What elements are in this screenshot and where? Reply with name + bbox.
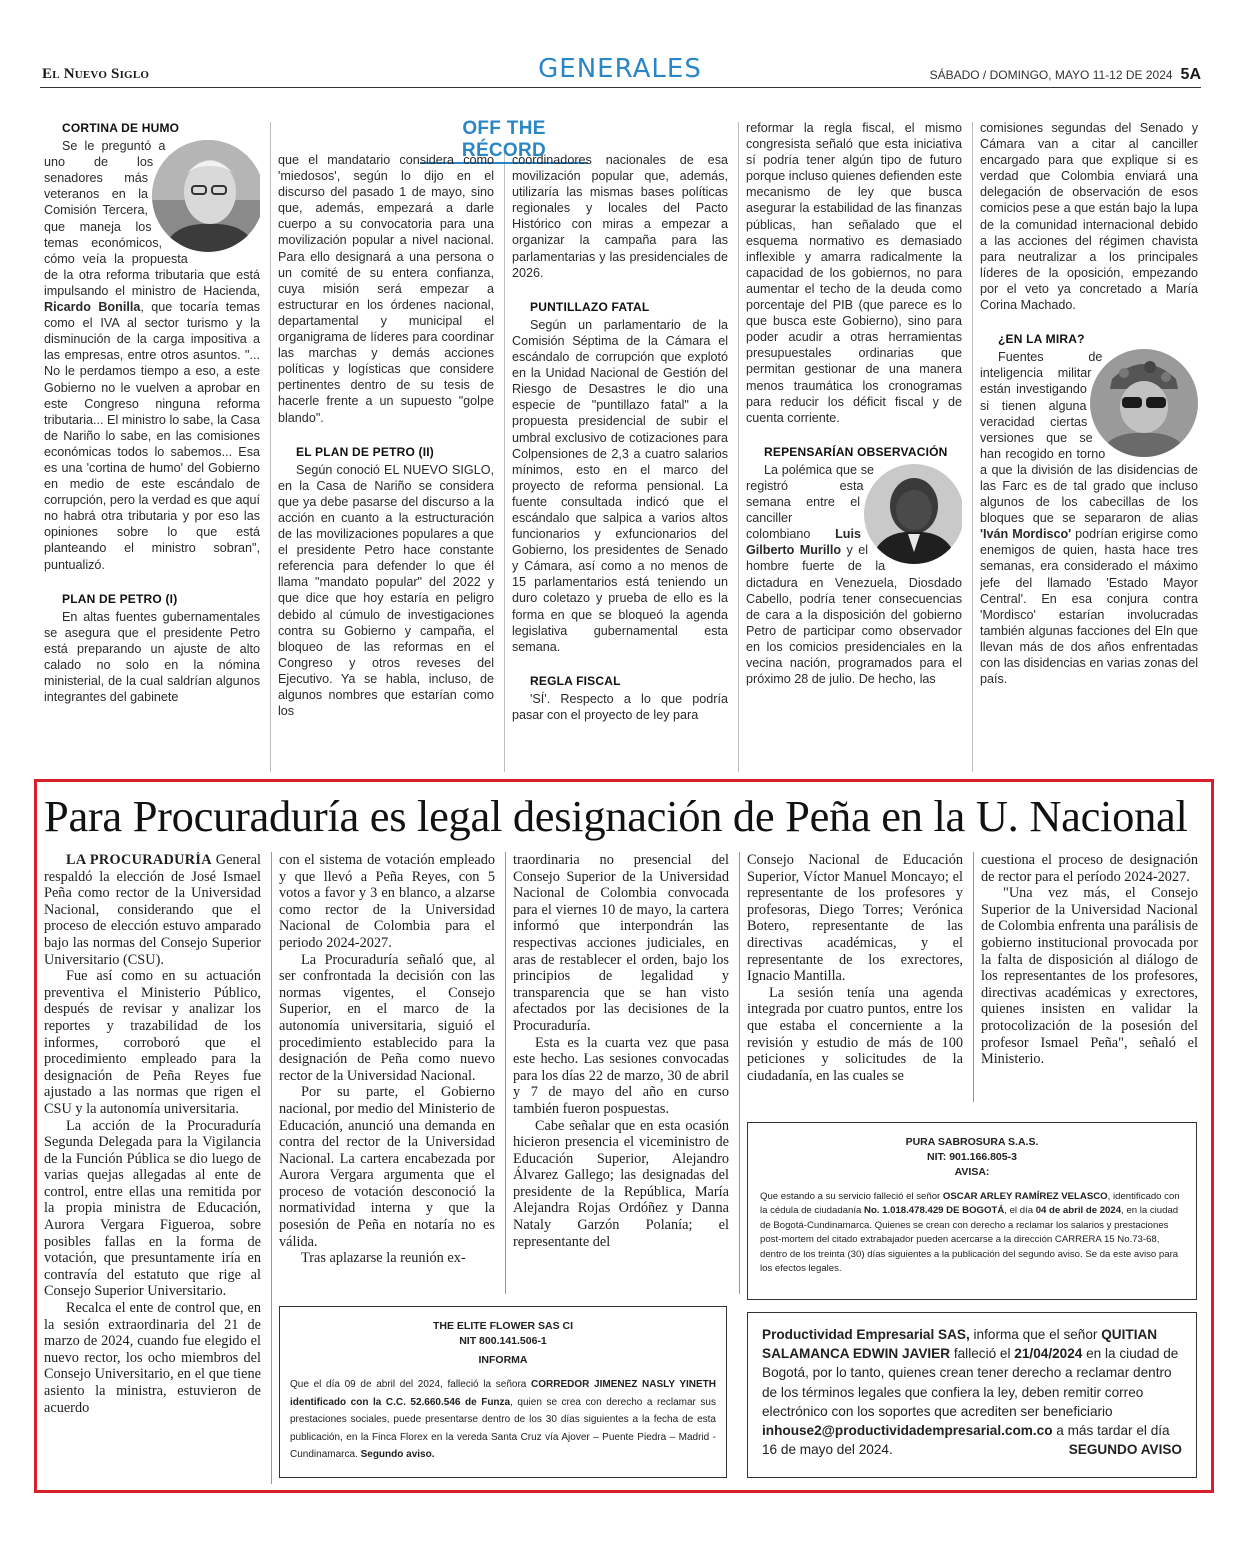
portrait-icon (1090, 349, 1198, 457)
paragraph: Tras aplazarse la reunión ex- (301, 1250, 466, 1267)
paragraph: Según conoció EL NUEVO SIGLO, en la Casa de Nariño se considera que ya debe pasarse del discurso a la acción en cuanto a la estructuración de las movilizaciones populares a que el presidente Petro hace constante referencia para defender lo que él llama "mandato popular" del 2022 y que dice que hoy estaría en peligro debido al cúmulo de investigaciones contra su Gobierno y campaña, el bloqueo de las reformas en el Congreso y otros reveses del Ejecutivo. Ya se habla, incluso, de algunos nombres que estarían como los (278, 462, 494, 719)
issue-date: SÁBADO / DOMINGO, MAYO 11-12 DE 2024 (929, 68, 1173, 82)
notice-body: Que el día 09 de abril del 2024, falleció la señora CORREDOR JIMENEZ NASLY YINETH identificado con la C.C. 52.660.546 de Funza, quien se crea con derecho a reclamar sus prestaciones sociales, puede presentarse dentro de los 30 días siguientes a la fecha de esta publicación, en la Finca Florex en la vereda Santa Cruz vía Ajover – Puente Piedra – Madrid - Cundinamarca. Segundo aviso. (290, 1379, 716, 1461)
notice-body: Productividad Empresarial SAS, informa que el señor QUITIAN SALAMANCA EDWIN JAVIER falleció el 21/04/2024 en la ciudad de Bogotá, por lo tanto, quienes crean tener derecho a reclamar dentro de los términos legales que confiera la ley, deben remitir correo electrónico con los soportes que acrediten ser beneficiario inhouse2@productividadempresarial.com.co a más tardar el día 16 de mayo del 2024. SEGUNDO AVISO (762, 1325, 1182, 1459)
kicker-cortina: CORTINA DE HUMO (62, 121, 180, 135)
paragraph: Consejo Nacional de Educación Superior, Víctor Manuel Moncayo; el representante de los profesores y profesoras, Diego Torres; Verónica Botero, representante de las directivas académicas, y el representante de los exrectores, Ignacio Mantilla. (747, 852, 963, 985)
paragraph: traordinaria no presencial del Consejo Superior de la Universidad Nacional de Colombia convocada para el viernes 10 de mayo, la cartera informó que interpondrán las respectivas acciones judiciales, en aras de restablecer el orden, bajo los principios de legalidad y transparencia que se han visto afectados por las decisiones de la Procuraduría. (513, 852, 729, 1034)
paragraph: Según un parlamentario de la Comisión Séptima de la Cámara el escándalo de corrupción que explotó en la Unidad Nacional de Gestión del Riesgo de Desastres le dio una especie de "puntillazo fatal" a la propuesta presidencial de subir el umbral exclusivo de cotizaciones para Colpensiones de 2,3 a cuatro salarios mínimos, esto en el marco del proyecto de reforma pensional. La fuente consultada indicó que el escándalo que salpica a varios altos funcionarios y exfuncionarios del Gobierno, los presidentes de Senado y Cámara, así como a no menos de 15 parlamentarios está teniendo un duro coletazo y prueba de ello es la forma en que se bloqueó la agenda legislativa gubernamental esta semana. (512, 317, 728, 654)
paragraph: Cabe señalar que en esta ocasión hicieron presencia el viceministro de Educación Superior, Alejandro Álvarez Gallego; las designadas del presidente de la República, María Alejandra Rojas Ordóñez y Danna Nataly Garzón Polanía; el representante del (513, 1117, 729, 1250)
column-divider (271, 852, 272, 1484)
column-3 (512, 152, 728, 772)
kicker-regla-fiscal: REGLA FISCAL (530, 673, 621, 688)
paragraph: Recalca el ente de control que, en la sesión extraordinaria del 21 de marzo de 2024, cuando fue elegido el nuevo rector, los ocho miembros del Consejo Universitario, en el que tiene asiento la ministra, estuvieron de acuerdo (44, 1300, 261, 1416)
portrait-photo (864, 464, 962, 564)
paragraph: Fue así como en su actuación preventiva el Ministerio Público, después de revisar y analizar los reportes y trazabilidad de los informes, corroboró que el procedimiento empleado para la designación de Peña Reyes fue ajustado a las normas que rigen el CSU y la autonomía universitaria. (44, 968, 261, 1117)
paragraph: coordinadores nacionales de esa movilización popular que, además, utilizaría las mismas bases políticas regionales y locales del Pacto Histórico con miras a empezar a organizar la campaña para las parlamentarias y las presidenciales de 2026. (512, 153, 728, 280)
notice-segundo-aviso: SEGUNDO AVISO (1068, 1442, 1182, 1458)
article-column-5 (981, 852, 1198, 1102)
column-divider (738, 122, 739, 772)
notice-nit: NIT 800.141.506-1 (459, 1335, 547, 1347)
column-divider (505, 852, 506, 1294)
notice-heading: AVISA: (954, 1166, 990, 1178)
notice-elite-flower (279, 1306, 727, 1478)
notice-pura-sabrosura (747, 1122, 1197, 1300)
article-column-2 (279, 852, 495, 1292)
article-column-3 (513, 852, 729, 1292)
article-lead: LA PROCURADURÍA (66, 852, 212, 868)
column-5 (980, 120, 1198, 772)
article-column-1 (44, 852, 261, 1484)
header-rule (40, 87, 1201, 88)
kicker-puntillazo: PUNTILLAZO FATAL (530, 299, 650, 314)
article-column-4 (747, 852, 963, 1102)
kicker-repensarian: REPENSARÍAN OBSERVACIÓN (764, 444, 948, 459)
off-the-record-title: OFF THE RÉCORD (420, 118, 588, 164)
section-title: GENERALES (538, 54, 702, 84)
paragraph: LA PROCURADURÍA General respaldó la elección de José Ismael Peña como rector de la Universidad Nacional, considerando que el proceso de elección estuvo amparado bajo las normas del Consejo Superior Universitario (CSU). (44, 852, 261, 968)
paragraph: con el sistema de votación empleado y que llevó a Peña Reyes, con 5 votos a favor y 3 en blanco, a alzarse como rector de la Universidad Nacional de Colombia para el periodo 2024-2027. (279, 852, 495, 951)
notice-company: THE ELITE FLOWER SAS CI (432, 1320, 573, 1332)
paragraph: Por su parte, el Gobierno nacional, por medio del Ministerio de Educación, anunció una demanda en contra del rector de la Universidad Nacional. La cartera encabezada por Aurora Vergara argumenta que el proceso de votación desconoció la normatividad interna y que la posesión de Peña en notaría no es válida. (279, 1084, 495, 1250)
paragraph: Fuentes de inteligencia militar están investigando si tienen alguna veracidad ciertas versiones que se han recogido en torno a que la división de las disidencias de las Farc es de tal grado que incluso algunos de los cabecillas de los bloques que se separaron de alias 'Iván Mordisco' podrían erigirse como enemigos de quien, hasta hace tres semanas, era considerado el máximo jefe del llamado 'Estado Mayor Central'. En esa conjura contra 'Mordisco' estarían involucradas también algunas facciones del Eln que llevan más de dos años enfrentadas con las disidencias en varias zonas del país. (980, 350, 1198, 687)
column-2 (278, 152, 494, 772)
paragraph: cuestiona el proceso de designación de rector para el período 2024-2027. (981, 852, 1198, 885)
column-divider (972, 122, 973, 772)
page-number: 5A (1180, 66, 1201, 83)
column-divider (504, 150, 505, 772)
notice-company: PURA SABROSURA S.A.S. (905, 1136, 1039, 1148)
kicker-plan-1: PLAN DE PETRO (I) (62, 591, 178, 606)
paragraph: reformar la regla fiscal, el mismo congresista señaló que esta iniciativa sí podría tener algún tipo de futuro porque incluso quienes defienden este mecanismo de ley que busca asegurar la estabilidad de las finanzas públicas, han señalado que el esquema normativo es demasiado inflexible y amarra radicalmente la capacidad de los gobiernos, no para aumentar el techo de la deuda como porcentaje del PIB (que parece es lo que busca este Gobierno), sino para poder acudir a otras herramientas presupuestales ordinarias que permitan gestionar de una manera menos traumática los cronogramas para reducir los déficit fiscal y de cuenta corriente. (746, 121, 962, 425)
paragraph: Se le preguntó a uno de los senadores más veteranos en la Comisión Tercera, que maneja los temas económicos, cómo veía la propuesta de la otra reforma tributaria que está impulsando el ministro de Hacienda, Ricardo Bonilla, que tocaría temas como el IVA al sector turismo y la disminución de la carga impositiva a las empresas, entre otros asuntos. "... No le perdamos tiempo a eso, a este Gobierno no le vuelven a aprobar en este Congreso ninguna reforma tributaria... El ministro lo sabe, la Casa de Nariño lo sabe, en las comisiones económicas todos lo sabemos... Esa es una 'cortina de humo' del Gobierno en medio de este escándalo de corrupción, pero la verdad es que aquí no habrá otra tributaria y por eso las opiniones sobre lo que está planteando el ministro sobran", puntualizó. (44, 139, 260, 572)
notice-heading: INFORMA (478, 1354, 528, 1366)
column-1 (44, 120, 260, 772)
column-4 (746, 120, 962, 772)
portrait-icon (864, 464, 962, 564)
paragraph: La Procuraduría señaló que, al ser confrontada la decisión con las normas vigentes, el Consejo Superior, en el marco de la autonomía universitaria, siguió el procedimiento establecido para la designación de Peña como nuevo rector de la Universidad Nacional. (279, 951, 495, 1084)
newspaper-name: El Nuevo Siglo (42, 66, 150, 82)
notice-productividad (747, 1312, 1197, 1478)
portrait-photo (152, 140, 260, 252)
paragraph: que el mandatario considera como 'miedosos', según lo dijo en el discurso del pasado 1 de mayo, sino que, además, empezará a darle cuerpo a su convocatoria para una movilización popular a nivel nacional. Para ello designará a una persona o un comité de su entera confianza, cuya misión será empezar a estructurar en los órdenes nacional, departamental y municipal el organigrama de líderes para coordinar las marchas y demás acciones políticas y logísticas que considere pertinentes dentro de su tesis de hacerle frente a un supuesto "golpe blando". (278, 153, 494, 425)
article-headline: Para Procuraduría es legal designación de Peña en la U. Nacional (44, 791, 1188, 841)
portrait-photo (1090, 349, 1198, 457)
kicker-en-la-mira: ¿EN LA MIRA? (998, 332, 1085, 347)
paragraph: comisiones segundas del Senado y Cámara van a citar al canciller encargado para que explique si es verdad que Colombia enviará una delegación de observación de esos comicios pese a que están bajo la lupa de la comunidad internacional debido a las acciones del régimen chavista para neutralizar a los principales líderes de la oposición, empezando por el veto ya concretado a María Corina Machado. (980, 121, 1198, 313)
dateline (930, 66, 1201, 84)
column-divider (973, 852, 974, 1102)
paragraph: En altas fuentes gubernamentales se asegura que el presidente Petro está preparando un ajuste de alto calado no solo en la nómina ministerial, de la cual saldrían algunos integrantes del gabinete (44, 609, 260, 705)
paragraph: 'SÍ'. Respecto a lo que podría pasar con el proyecto de ley para (512, 691, 728, 722)
paragraph: La sesión tenía una agenda integrada por cuatro puntos, entre los que estaba el concerniente a la revisión y estudio de más de 100 peticiones y solicitudes de la ciudadanía, en las cuales se (747, 984, 963, 1084)
paragraph: La acción de la Procuraduría Segunda Delegada para la Vigilancia de la Función Pública se dio luego de varias quejas allegadas al ente de control, entre ellas una remitida por la propia ministra de Educación, Aurora Vergara Figueroa, sobre posibles fallas en la forma de votación, que presuntamente iría en contravía del estatuto que rige al Consejo Superior Universitario. (44, 1117, 261, 1300)
paragraph: "Una vez más, el Consejo Superior de la Universidad Nacional de Colombia enfrenta una parálisis de gobierno institucional provocada por la falta de disposición al diálogo de los representantes de los profesores, directivas académicas y exrectores, quienes insisten en validar la protocolización de la posesión del profesor Ismael Peña", señaló el Ministerio. (981, 885, 1198, 1068)
notice-nit: NIT: 901.166.805-3 (927, 1151, 1017, 1163)
paragraph: La polémica que se registró esta semana entre el canciller colombiano Luis Gilberto Murillo y el hombre fuerte de la dictadura en Venezuela, Diosdado Cabello, podría tener consecuencias de cara a la disposición del gobierno Petro de participar como observador en los comicios presidenciales en la vecina nación, programados para el próximo 28 de julio. De hecho, las (746, 462, 962, 687)
paragraph: Esta es la cuarta vez que pasa este hecho. Las sesiones convocadas para los días 22 de marzo, 30 de abril y 7 de mayo del año en curso también fueron pospuestas. (513, 1034, 729, 1117)
column-divider (270, 122, 271, 772)
column-divider (739, 852, 740, 1294)
kicker-plan-2: EL PLAN DE PETRO (II) (296, 444, 434, 459)
portrait-icon (152, 140, 260, 252)
notice-body: Que estando a su servicio falleció el señor OSCAR ARLEY RAMÍREZ VELASCO, identificado con la cédula de ciudadanía No. 1.018.478.429 DE BOGOTÁ, el día 04 de abril de 2024, en la ciudad de Bogotá-Cundinamarca. Quienes se crean con derecho a reclamar los salarios y prestaciones post-mortem del citado extrabajador pueden acercarse a la dirección CARRERA 15 No.73-68, dentro de los treinta (30) días siguientes a la publicación del segundo aviso. Se da este aviso para los efectos legales. (760, 1191, 1180, 1275)
